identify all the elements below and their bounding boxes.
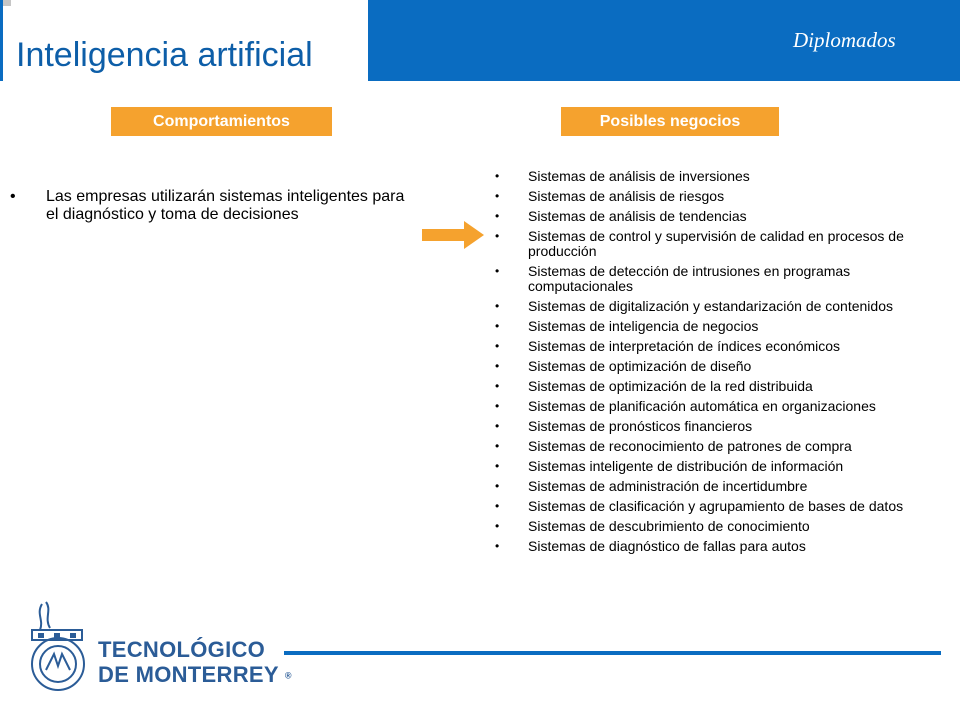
business-text: Sistemas de descubrimiento de conocimiento bbox=[528, 518, 810, 534]
behavior-text: Las empresas utilizarán sistemas inteligentes para el diagnóstico y toma de decisiones bbox=[46, 188, 405, 223]
business-item bbox=[490, 479, 940, 494]
footer-rule bbox=[284, 651, 941, 655]
university-seal-icon bbox=[24, 600, 92, 692]
bullet-icon: • bbox=[495, 264, 500, 278]
business-item bbox=[490, 419, 940, 434]
bullet-icon: • bbox=[495, 439, 500, 453]
corner-accent bbox=[3, 0, 11, 6]
business-item bbox=[490, 499, 940, 514]
business-text: Sistemas inteligente de distribución de información bbox=[528, 458, 844, 474]
business-item bbox=[490, 319, 940, 334]
businesses-list bbox=[490, 169, 940, 559]
business-item bbox=[490, 359, 940, 374]
business-item bbox=[490, 339, 940, 354]
business-item bbox=[490, 299, 940, 314]
business-item bbox=[490, 169, 940, 184]
bullet-icon: • bbox=[495, 539, 500, 553]
business-item bbox=[490, 209, 940, 224]
business-text: Sistemas de reconocimiento de patrones de compra bbox=[528, 438, 852, 454]
businesses-header: Posibles negocios bbox=[561, 107, 779, 136]
business-text: Sistemas de análisis de inversiones bbox=[528, 168, 750, 184]
business-text: Sistemas de análisis de riesgos bbox=[528, 188, 725, 204]
bullet-icon: • bbox=[495, 299, 500, 313]
bullet-icon: • bbox=[495, 519, 500, 533]
business-text: Sistemas de planificación automática en organizaciones bbox=[528, 398, 876, 414]
business-text: Sistemas de pronósticos financieros bbox=[528, 418, 753, 434]
bullet-icon: • bbox=[495, 499, 500, 513]
bullet-icon: • bbox=[495, 479, 500, 493]
registered-mark: ® bbox=[284, 670, 292, 681]
bullet-icon: • bbox=[495, 189, 500, 203]
business-text: Sistemas de análisis de tendencias bbox=[528, 208, 747, 224]
business-text: Sistemas de digitalización y estandarización de contenidos bbox=[528, 298, 893, 314]
business-item bbox=[490, 519, 940, 534]
business-text: Sistemas de diagnóstico de fallas para autos bbox=[528, 538, 806, 554]
bullet-icon: • bbox=[495, 459, 500, 473]
slide-title: Inteligencia artificial bbox=[16, 36, 313, 74]
business-text: Sistemas de interpretación de índices económicos bbox=[528, 338, 841, 354]
bullet-icon: • bbox=[495, 229, 500, 243]
behavior-item bbox=[10, 188, 420, 224]
business-text: Sistemas de inteligencia de negocios bbox=[528, 318, 759, 334]
business-text: Sistemas de optimización de la red distribuida bbox=[528, 378, 813, 394]
bullet-icon: • bbox=[495, 359, 500, 373]
logo-line-1: TECNOLÓGICO bbox=[98, 637, 266, 662]
bullet-icon: • bbox=[495, 399, 500, 413]
business-item bbox=[490, 459, 940, 474]
business-text: Sistemas de detección de intrusiones en programas computacionales bbox=[528, 263, 851, 294]
right-arrow-icon bbox=[420, 219, 486, 251]
logo-wordmark bbox=[98, 637, 292, 689]
business-item bbox=[490, 264, 940, 294]
business-text: Sistemas de administración de incertidumbre bbox=[528, 478, 808, 494]
business-text: Sistemas de clasificación y agrupamiento de bases de datos bbox=[528, 498, 904, 514]
business-text: Sistemas de control y supervisión de calidad en procesos de producción bbox=[528, 228, 904, 259]
bullet-icon: • bbox=[495, 209, 500, 223]
business-item bbox=[490, 399, 940, 414]
logo-line-2-text: DE MONTERREY bbox=[98, 662, 279, 687]
bullet-icon: • bbox=[10, 188, 16, 205]
business-text: Sistemas de optimización de diseño bbox=[528, 358, 752, 374]
title-box bbox=[3, 0, 368, 81]
program-label: Diplomados bbox=[793, 28, 896, 52]
business-item bbox=[490, 189, 940, 204]
behaviors-header: Comportamientos bbox=[111, 107, 332, 136]
business-item bbox=[490, 439, 940, 454]
business-item bbox=[490, 229, 940, 259]
bullet-icon: • bbox=[495, 419, 500, 433]
bullet-icon: • bbox=[495, 339, 500, 353]
bullet-icon: • bbox=[495, 379, 500, 393]
business-item bbox=[490, 379, 940, 394]
logo-line-2 bbox=[98, 662, 292, 689]
business-item bbox=[490, 539, 940, 554]
bullet-icon: • bbox=[495, 319, 500, 333]
bullet-icon: • bbox=[495, 169, 500, 183]
